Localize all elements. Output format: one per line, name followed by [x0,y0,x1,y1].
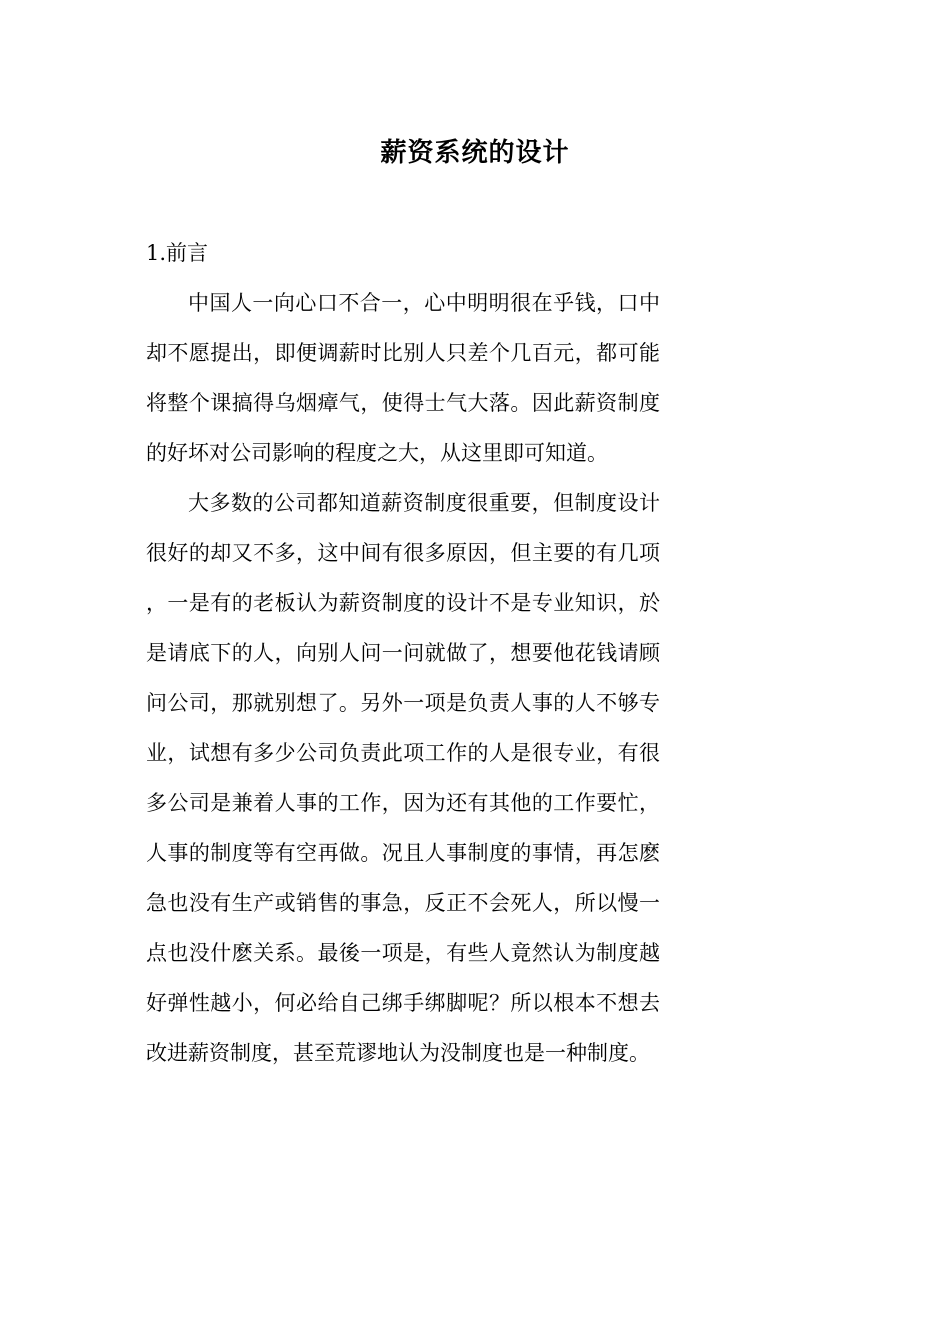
section-heading: 1.前言 [146,241,209,265]
paragraph-2: 大多数的公司都知道薪资制度很重要，但制度设计很好的却又不多，这中间有很多原因，但主要的有几项，一是有的老板认为薪资制度的设计不是专业知识，於是请底下的人，向别人问一问就做了，想要他花钱请顾问公司，那就别想了。另外一项是负责人事的人不够专业，试想有多少公司负责此项工作的人是很专业，有很多公司是兼着人事的工作，因为还有其他的工作要忙，人事的制度等有空再做。况且人事制度的事情，再怎麽急也没有生产或销售的事急，反正不会死人，所以慢一点也没什麽关系。最後一项是，有些人竟然认为制度越好弹性越小，何必给自己绑手绑脚呢？所以根本不想去改进薪资制度，甚至荒谬地认为没制度也是一种制度。 [146,491,660,1065]
document-title: 薪资系统的设计 [380,138,570,168]
document-body [146,228,660,1078]
paragraph-1: 中国人一向心口不合一，心中明明很在乎钱，口中却不愿提出，即便调薪时比别人只差个几百元，都可能将整个课搞得乌烟瘴气，使得士气大落。因此薪资制度的好坏对公司影响的程度之大，从这里即可知道。 [146,291,660,465]
